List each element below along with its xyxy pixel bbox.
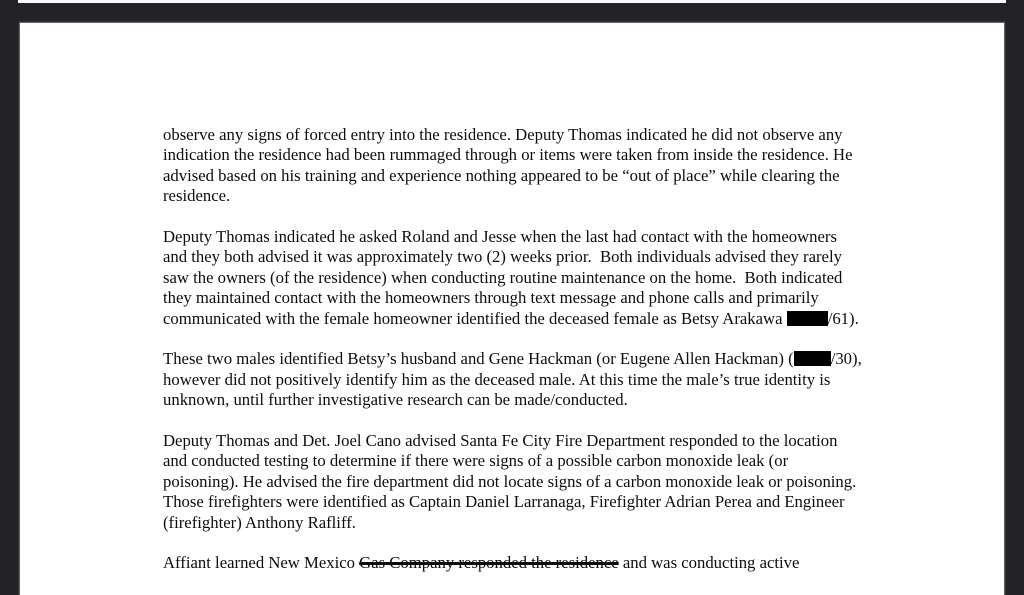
text-run: Affiant learned New Mexico bbox=[163, 553, 360, 573]
paragraph bbox=[163, 227, 863, 329]
previous-page-edge bbox=[18, 0, 1006, 3]
redaction-box bbox=[787, 311, 828, 326]
paragraph bbox=[163, 431, 863, 533]
text-run: observe any signs of forced entry into the residence. Deputy Thomas indicated he did not observe any indication the residence had been rummaged through or items were taken from inside the residence. He advised based on his training and experience nothing appeared to be “out of place” while clearing the residence. bbox=[163, 125, 857, 206]
text-run: and was conducting active bbox=[618, 553, 800, 573]
paragraph bbox=[163, 349, 866, 410]
struck-text: Gas Company responded the residence bbox=[359, 553, 619, 573]
text-run: These two males identified Betsy’s husband and Gene Hackman (or Eugene Allen Hackman) ( bbox=[163, 349, 794, 369]
document-text bbox=[163, 125, 866, 594]
text-run: Deputy Thomas indicated he asked Roland and Jesse when the last had contact with the homeowners and they both advised it was approximately two (2) weeks prior. Both individuals advised they rarely saw the owners (of the residence) when conducting routine maintenance on the home. Both indicated they maintained contact with the homeowners through text message and phone calls and primarily communicated with the female homeowner identified the deceased female as Betsy Arakawa bbox=[163, 227, 847, 328]
redaction-box bbox=[794, 351, 831, 366]
paragraph bbox=[163, 125, 863, 207]
text-run: Deputy Thomas and Det. Joel Cano advised Santa Fe City Fire Department responded to the location and conducted testing to determine if there were signs of a possible carbon monoxide leak (or poisoning). He advised the fire department did not locate signs of a carbon monoxide leak or poisoning. Those firefighters were identified as Captain Daniel Larranaga, Firefighter Adrian Perea and Engineer (firefighter) Anthony Rafliff. bbox=[163, 431, 865, 532]
document-page bbox=[20, 23, 1004, 595]
text-run: /61). bbox=[827, 308, 859, 328]
text-run: /30), however did not positively identify him as the deceased male. At this time the male’s true identity is unknown, until further investigative research can be made/conducted. bbox=[163, 349, 866, 410]
paragraph bbox=[163, 553, 863, 573]
